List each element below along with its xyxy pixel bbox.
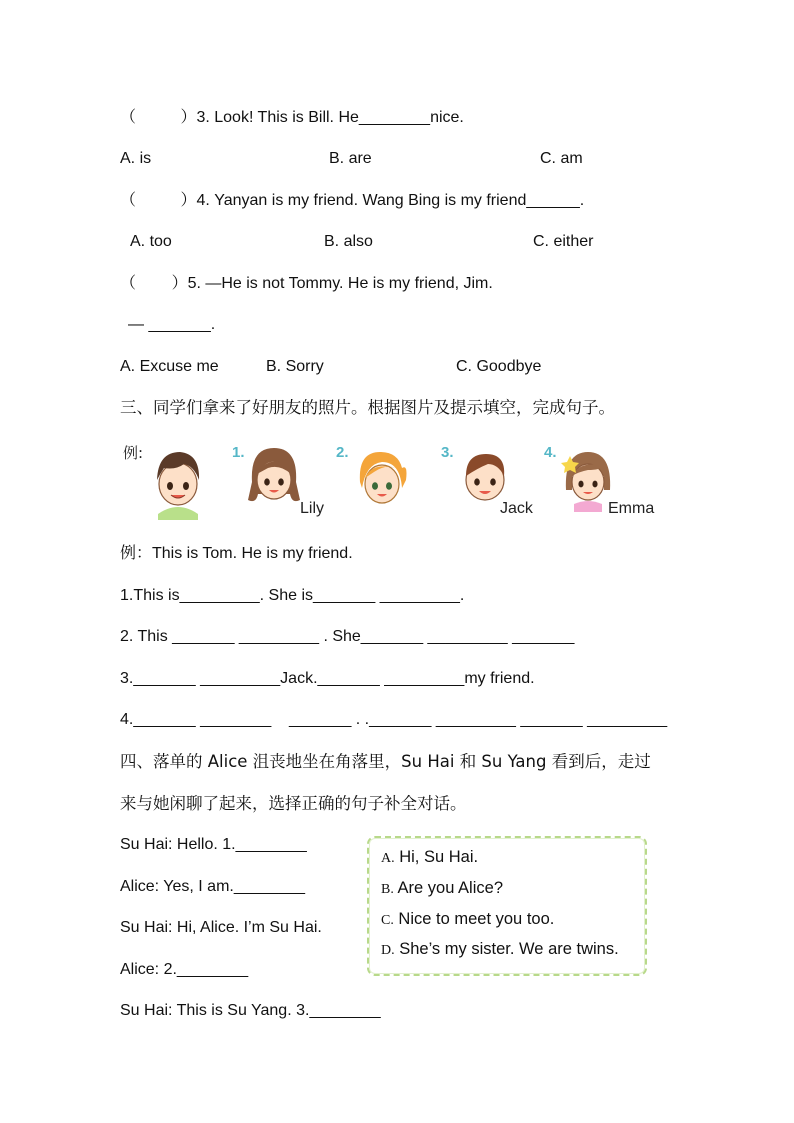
picture-1-number: 1. (232, 444, 245, 461)
question-4: （ ）4. Yanyan is my friend. Wang Bing is my friend______. (120, 192, 585, 209)
picture-3-number: 3. (441, 444, 454, 461)
section-3-line-4: 4._______ ________ _______ . ._______ _________ _______ _________ (120, 711, 668, 728)
question-3: （ ）3. Look! This is Bill. He________nice. (120, 109, 464, 126)
section-3-line-3: 3._______ _________Jack._______ _________my friend. (120, 670, 535, 687)
q5-reply: — _______. (128, 316, 216, 333)
q5-option-b: B. Sorry (266, 358, 324, 375)
boy-jack-picture (458, 450, 512, 506)
girl-blonde-picture (352, 444, 408, 514)
q4-option-c: C. either (533, 233, 594, 250)
question-5: （ ）5. —He is not Tommy. He is my friend, Jim. (120, 275, 493, 292)
girl-lily-picture (246, 442, 302, 512)
boy-tom-picture (150, 444, 206, 520)
option-b-key: B. (381, 882, 394, 897)
option-d-text: She’s my sister. We are twins. (394, 940, 619, 958)
option-c-key: C. (381, 913, 394, 928)
dialogue-line-2: Alice: Yes, I am.________ (120, 878, 306, 895)
friends-picture-strip (120, 436, 680, 524)
q3-option-c: C. am (540, 150, 583, 167)
option-c-text: Nice to meet you too. (393, 910, 555, 928)
q3-option-b: B. are (329, 150, 372, 167)
picture-3-name: Jack (500, 500, 533, 517)
q5-option-c: C. Goodbye (456, 358, 542, 375)
answer-options-box (367, 836, 647, 976)
option-a-text: Hi, Su Hai. (394, 848, 479, 866)
dialogue-line-1: Su Hai: Hello. 1.________ (120, 836, 307, 853)
option-a (381, 848, 478, 867)
example-marker: 例: (123, 444, 144, 462)
q3-option-a: A. is (120, 150, 152, 167)
picture-2-number: 2. (336, 444, 349, 461)
section-3-example: 例：This is Tom. He is my friend. (120, 545, 353, 562)
q4-option-b: B. also (324, 233, 373, 250)
option-a-key: A. (381, 851, 395, 866)
section-3-heading: 三、同学们拿来了好朋友的照片。根据图片及提示填空，完成句子。 (120, 398, 615, 417)
q5-option-a: A. Excuse me (120, 358, 219, 375)
section-4-heading-line-1: 四、落单的 Alice 沮丧地坐在角落里，Su Hai 和 Su Yang 看到后，走过 (120, 752, 651, 771)
dialogue-line-4: Alice: 2.________ (120, 961, 249, 978)
option-b-text: Are you Alice? (393, 879, 503, 897)
section-3-line-1: 1.This is_________. She is_______ _________. (120, 587, 465, 604)
picture-4-number: 4. (544, 444, 557, 461)
option-d-key: D. (381, 943, 395, 958)
section-3-line-2: 2. This _______ _________ . She_______ _________ _______ (120, 628, 575, 645)
dialogue-line-3: Su Hai: Hi, Alice. I’m Su Hai. (120, 919, 322, 936)
picture-4-name: Emma (608, 500, 655, 517)
option-d (381, 940, 619, 959)
option-b (381, 879, 503, 898)
dialogue-line-5: Su Hai: This is Su Yang. 3.________ (120, 1002, 381, 1019)
q4-option-a: A. too (130, 233, 172, 250)
option-c (381, 910, 554, 929)
picture-1-name: Lily (300, 500, 325, 517)
section-4-heading-line-2: 来与她闲聊了起来，选择正确的句子补全对话。 (120, 794, 467, 813)
